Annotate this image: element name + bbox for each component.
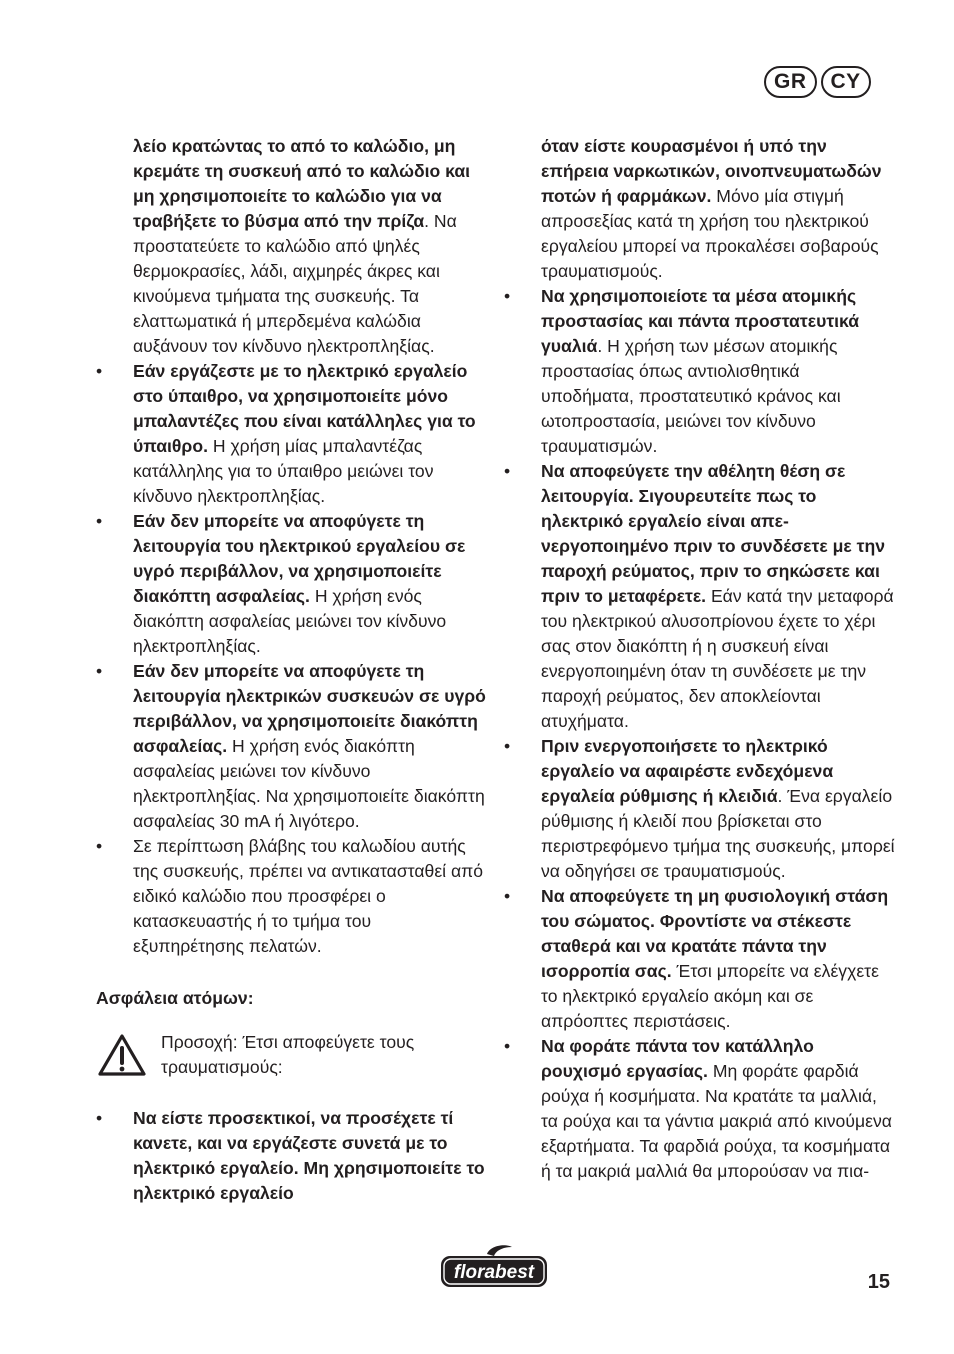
left-column: [96, 134, 486, 1206]
bullet-marker: •: [96, 661, 103, 681]
list-item-text: [541, 1034, 896, 1184]
bold-text: Εάν εργάζεστε με το ηλεκτρικό εργαλείο στο ύπαιθρο, να χρησιμοποιείτε μόνο μπαλαντέζες που είναι κατάλληλες για το ύπαιθρο.: [133, 361, 476, 456]
list-item: [504, 1034, 896, 1184]
bold-text: Εάν δεν μπορείτε να αποφύγετε τη λειτουργία ηλεκτρικών συσκευών σε υγρό περιβάλλον, να χρησιμοποιείτε διακόπτη ασφαλείας.: [133, 661, 486, 756]
list-item-text: [133, 359, 486, 509]
left-item-list-after: [96, 1106, 486, 1206]
list-item: [504, 134, 896, 284]
list-item: [96, 359, 486, 509]
bullet-marker: •: [504, 736, 511, 756]
section-heading: Ασφάλεια ατόμων:: [96, 988, 254, 1008]
list-item-text: [541, 459, 896, 734]
bold-text: Πριν ενεργοποιήσετε το ηλεκτρικό εργαλείο να αφαιρέστε ενδεχόμενα εργαλεία ρύθμισης ή κλειδιά: [541, 736, 834, 806]
body-text: Μη φοράτε φαρδιά ρούχα ή κοσμήματα. Να κρατάτε τα μαλλιά, τα ρούχα και τα γάντια μακριά από κινούμενα εξαρτήματα. Τα φαρδιά ρούχα, τα κοσμήματα ή τα μακριά μαλλιά θα μπορούσαν να πια-: [541, 1061, 892, 1181]
warning-triangle-icon: [98, 1034, 146, 1076]
right-column: [504, 134, 896, 1184]
body-text: . Να προστατεύετε το καλώδιο από ψηλές θερμοκρασίες, λάδι, αιχμηρές άκρες και κινούμενα τμήματα της συσκευής. Τα ελαττωματικά ή μπερδεμένα καλώδια αυξάνουν τον κίνδυνο ηλεκτροπληξίας.: [133, 211, 457, 356]
bullet-marker: •: [96, 1108, 103, 1128]
list-item-text: [133, 509, 486, 659]
florabest-logo: [438, 1244, 550, 1290]
list-item: [96, 134, 486, 359]
list-item: [96, 834, 486, 959]
bold-text: όταν είστε κουρασμένοι ή υπό την επήρεια ναρκωτικών, οινοπνευματωδών ποτών ή φαρμάκων.: [541, 136, 882, 206]
list-item: [96, 659, 486, 834]
body-text: . Η χρήση των μέσων ατομικής προστασίας όπως αντιολισθητικά υποδήματα, προστατευτικό κράνος και ωτοπροστασία, μειώνει τον κίνδυνο τραυματισμών.: [541, 336, 841, 456]
bullet-marker: •: [504, 886, 511, 906]
list-item-text: [133, 659, 486, 834]
language-badge-cy: CY: [821, 66, 871, 98]
body-text: Σε περίπτωση βλάβης του καλωδίου αυτής της συσκευής, πρέπει να αντικατασταθεί από ειδικό καλώδιο που προσφέρει ο κατασκευαστής ή το τμήμα του εξυπηρέτησης πελατών.: [133, 836, 484, 956]
bullet-marker: •: [96, 836, 103, 856]
warning-text: Προσοχή: Έτσι αποφεύγετε τους τραυματισμούς:: [161, 1032, 415, 1077]
body-text: . Ένα εργαλείο ρύθμισης ή κλειδί που βρίσκεται στο περιστρεφόμενο τμήμα της συσκευής, μπορεί να οδηγήσει σε τραυματισμούς.: [541, 786, 895, 881]
list-item-text: [133, 134, 486, 359]
bold-text: Να αποφεύγετε την αθέλητη θέση σε λειτουργία. Σιγουρευτείτε πως το ηλεκτρικό εργαλείο είναι απενεργοποιημένο πριν το συνδέσετε με την παροχή ρεύματος, πριν το σηκώσετε και πριν το μεταφέρετε.: [541, 461, 885, 606]
page-number: 15: [867, 1271, 890, 1293]
bold-text: Να αποφεύγετε τη μη φυσιολογική στάση του σώματος. Φροντίστε να στέκεστε σταθερά και να κρατάτε πάντα την ισορροπία σας.: [541, 886, 889, 981]
bullet-marker: •: [96, 511, 103, 531]
list-item-text: [133, 1106, 486, 1206]
body-text: Η χρήση ενός διακόπτη ασφαλείας μειώνει τον κίνδυνο ηλεκτροπληξίας.: [133, 586, 447, 656]
list-item: [504, 284, 896, 459]
bold-text: λείο κρατώντας το από το καλώδιο, μη κρεμάτε τη συσκευή από το καλώδιο και μη χρησιμοποιείτε το καλώδιο για να τραβήξετε το βύσμα από την πρίζα: [133, 136, 471, 231]
bold-text: Να φοράτε πάντα τον κατάλληλο ρουχισμό εργασίας.: [541, 1036, 814, 1081]
language-badge-gr: GR: [764, 66, 817, 98]
list-item: [504, 884, 896, 1034]
bold-text: Εάν δεν μπορείτε να αποφύγετε τη λειτουργία του ηλεκτρικού εργαλείου σε υγρό περιβάλλον, να χρησιμοποιείτε διακόπτη ασφαλείας.: [133, 511, 466, 606]
bold-text: Να χρησιμοποιείοτε τα μέσα ατομικής προστασίας και πάντα προστατευτικά γυαλιά: [541, 286, 860, 356]
bold-text: Να είστε προσεκτικοί, να προσέχετε τί κανετε, και να εργάζεστε συνετά με το ηλεκτρικό εργαλείο. Μη χρησιμοποιείτε το ηλεκτρικό εργαλείο: [133, 1108, 485, 1203]
list-item-text: [541, 134, 896, 284]
bullet-marker: •: [504, 1036, 511, 1056]
body-text: Η χρήση ενός διακόπτη ασφαλείας μειώνει τον κίνδυνο ηλεκτροπληξίας. Να χρησιμοποιείτε διακόπτη ασφαλείας 30 mA ή λιγότερο.: [133, 736, 485, 831]
body-text: Η χρήση μίας μπαλαντέζας κατάλληλης για το ύπαιθρο μειώνει τον κίνδυνο ηλεκτροπληξίας.: [133, 436, 434, 506]
bullet-marker: •: [96, 361, 103, 381]
language-badges: [764, 66, 871, 98]
list-item: [96, 509, 486, 659]
list-item: [96, 1106, 486, 1206]
logo-text: florabest: [453, 1262, 535, 1283]
list-item-text: [541, 884, 896, 1034]
bullet-marker: •: [504, 286, 511, 306]
left-item-list: [96, 134, 486, 959]
list-item: [504, 734, 896, 884]
warning-note: [96, 1030, 486, 1082]
list-item-text: [541, 284, 896, 459]
body-text: Έτσι μπορείτε να ελέγχετε το ηλεκτρικό εργαλείο ακόμη και σε απρόοπτες περιστάσεις.: [541, 961, 879, 1031]
right-item-list: [504, 134, 896, 1184]
list-item-text: [541, 734, 896, 884]
list-item-text: [133, 834, 486, 959]
body-text: Εάν κατά την μεταφορά του ηλεκτρικού αλυσοπρίονου έχετε το χέρι σας στον διακόπτη ή η συσκευή είναι ενεργοποιημένη όταν τη συνδέσετε με την παροχή ρεύματος, δεν αποκλείονται ατυχήματα.: [541, 586, 894, 731]
bullet-marker: •: [504, 461, 511, 481]
body-text: Μόνο μία στιγμή απροσεξίας κατά τη χρήση του ηλεκτρικού εργαλείου μπορεί να προκαλέσει σοβαρούς τραυματισμούς.: [541, 186, 879, 281]
list-item: [504, 459, 896, 734]
